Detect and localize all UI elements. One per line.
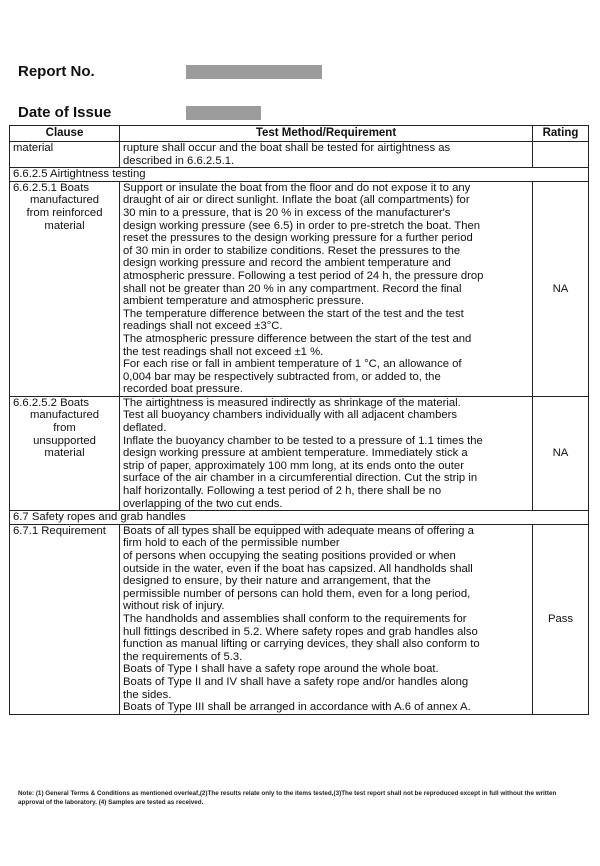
method-line: hull fittings described in 5.2. Where safety ropes and grab handles also [123, 625, 478, 638]
clause-line: material [44, 447, 85, 460]
column-header-test-method: Test Method/Requirement [120, 126, 533, 142]
method-line: firm hold to each of the permissible number [123, 537, 340, 550]
method-line: design working pressure (see 6.5) in order to pre-stretch the boat. Then [123, 219, 481, 232]
method-line: atmospheric pressure. Following a test period of 24 h, the pressure drop [123, 269, 484, 282]
date-of-issue-label: Date of Issue [18, 104, 112, 121]
clause-line: manufactured [29, 194, 100, 207]
clause-line: material [13, 142, 54, 154]
table-row [10, 181, 589, 396]
clause-line: material [44, 219, 85, 232]
method-line: design working pressure and record the ambient temperature and [123, 257, 451, 270]
method-line: rupture shall occur and the boat shall be tested for airtightness as [123, 142, 451, 154]
method-line: deflated. [123, 422, 167, 435]
test-method-cell [120, 396, 533, 510]
method-line: surface of the air chamber in a circumferential direction. Cut the strip in [123, 472, 478, 485]
table-row [10, 142, 589, 168]
method-line: The handholds and assemblies shall conform to the requirements for [123, 612, 467, 625]
method-line: Test all buoyancy chambers individually with all adjacent chambers [123, 409, 458, 422]
method-line: Inflate the buoyancy chamber to be tested to a pressure of 1.1 times the [123, 434, 483, 447]
rating-cell [533, 142, 589, 168]
clause-cell [10, 524, 120, 714]
section-row [10, 511, 589, 525]
clause-line: from [53, 422, 76, 435]
method-line: readings shall not exceed ±3°C. [123, 320, 283, 333]
method-line: function as manual lifting or carrying devices, they shall also conform to [123, 638, 480, 651]
method-line: the requirements of 5.3. [123, 650, 243, 663]
report-number-redacted [186, 65, 322, 79]
method-line: overlapping of the two cut ends. [123, 497, 283, 510]
clause-line: manufactured [29, 409, 100, 422]
clause-line: 6.6.2.5.2 Boats [13, 396, 89, 409]
column-header-rating: Rating [533, 126, 589, 142]
section-heading: 6.7 Safety ropes and grab handles [10, 511, 589, 525]
method-line: 0,004 bar may be respectively subtracted from, or added to, the [123, 370, 441, 383]
rating-cell: NA [533, 181, 589, 396]
method-line: designed to ensure, by their nature and arrangement, that the [123, 575, 431, 588]
method-line: Boats of Type III shall be arranged in accordance with A.6 of annex A. [123, 701, 471, 714]
method-line: Boats of Type I shall have a safety rope around the whole boat. [123, 663, 439, 676]
clause-line: from reinforced [26, 206, 103, 219]
method-line: recorded boat pressure. [123, 383, 243, 396]
clause-line: 6.6.2.5.1 Boats [13, 181, 89, 194]
test-requirements-table [9, 125, 589, 715]
table-row [10, 524, 589, 714]
method-line: half horizontally. Following a test period of 2 h, there shall be no [123, 485, 442, 498]
page-footnote: Note: (1) General Terms & Conditions as mentioned overleaf,(2)The results relate only to the items tested,(3)The test report shall not be reproduced except in full without the written approval of the laboratory. (4) Samples are tested as received. [18, 790, 557, 806]
method-line: Boats of all types shall be equipped with adequate means of offering a [123, 524, 474, 537]
method-line: the test readings shall not exceed ±1 %. [123, 345, 324, 358]
rating-cell: NA [533, 396, 589, 510]
clause-line: unsupported [33, 434, 96, 447]
method-line: strip of paper, approximately 100 mm long, at its ends onto the outer [123, 459, 464, 472]
clause-cell [10, 142, 120, 168]
method-line: The temperature difference between the start of the test and the test [123, 307, 464, 320]
table-header-row [10, 126, 589, 142]
method-line: Boats of Type II and IV shall have a safety rope and/or handles along [123, 675, 469, 688]
section-heading: 6.6.2.5 Airtightness testing [10, 168, 589, 182]
method-line: shall not be greater than 20 % in any compartment. Record the final [123, 282, 462, 295]
method-line: without risk of injury. [123, 600, 225, 613]
clause-line: 6.7.1 Requirement [13, 524, 106, 537]
clause-cell [10, 396, 120, 510]
method-line: permissible number of persons can hold them, even for a long period, [123, 587, 471, 600]
date-of-issue-redacted [186, 106, 261, 120]
method-line: described in 6.6.2.5.1. [123, 154, 235, 167]
method-line: of persons when occupying the seating positions provided or when [123, 550, 456, 562]
table-body [10, 142, 589, 715]
clause-cell [10, 181, 120, 396]
method-line: draught of air or direct sunlight. Inflate the boat (all compartments) for [123, 194, 470, 207]
test-method-cell [120, 181, 533, 396]
method-line: The airtightness is measured indirectly as shrinkage of the material. [123, 396, 461, 409]
test-method-cell [120, 142, 533, 168]
table-row [10, 396, 589, 510]
report-number-label: Report No. [18, 63, 95, 80]
method-line: outside in the water, even if the boat has capsized. All handholds shall [123, 562, 473, 575]
method-line: design working pressure at ambient temperature. Immediately stick a [123, 447, 468, 460]
method-line: For each rise or fall in ambient temperature of 1 °C, an allowance of [123, 358, 462, 371]
method-line: reset the pressures to the design working pressure for a further period [123, 232, 473, 245]
method-line: ambient temperature and atmospheric pressure. [123, 295, 365, 308]
method-line: the sides. [123, 688, 172, 701]
method-line: The atmospheric pressure difference between the start of the test and [123, 332, 472, 345]
method-line: Support or insulate the boat from the floor and do not expose it to any [123, 181, 471, 194]
method-line: of 30 min in order to stabilize conditions. Reset the pressures to the [123, 244, 461, 257]
test-method-cell [120, 524, 533, 714]
method-line: 30 min to a pressure, that is 20 % in excess of the manufacturer's [123, 206, 451, 219]
section-row [10, 168, 589, 182]
column-header-clause: Clause [10, 126, 120, 142]
rating-cell: Pass [533, 524, 589, 714]
